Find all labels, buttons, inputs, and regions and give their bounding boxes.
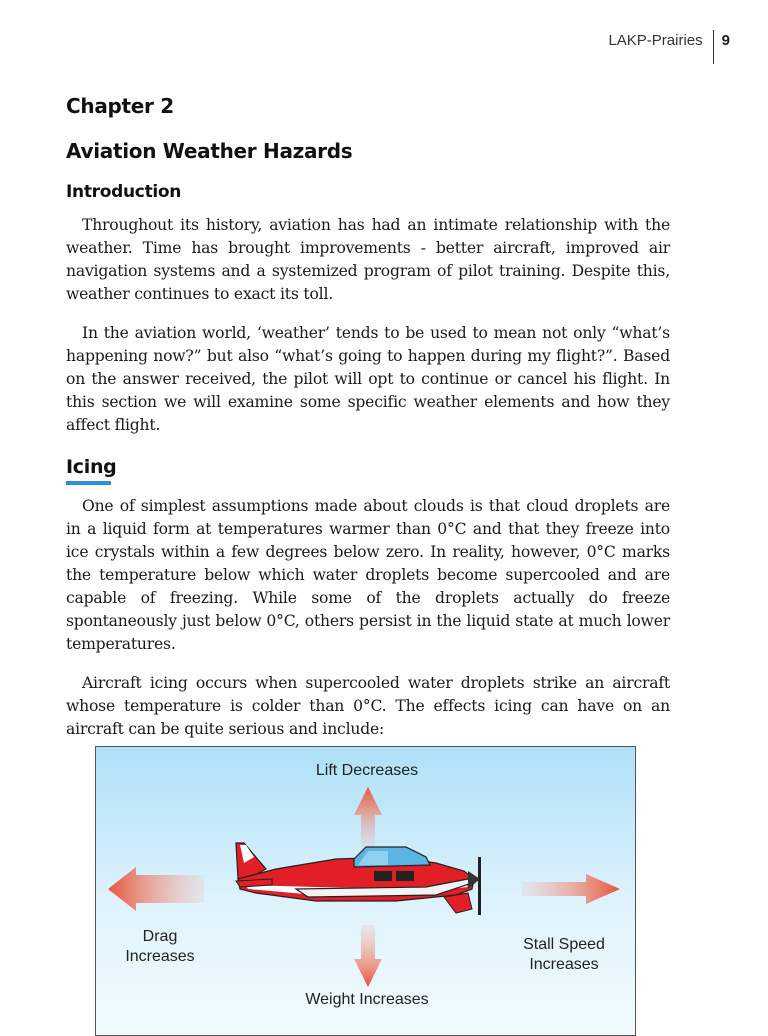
page-content bbox=[66, 88, 670, 741]
page-header bbox=[608, 30, 730, 64]
drag-label: Drag Increases bbox=[125, 928, 195, 965]
icing-heading: Icing bbox=[66, 456, 117, 478]
section-underline bbox=[66, 481, 111, 485]
icing-section-heading bbox=[66, 437, 670, 485]
page-number: 9 bbox=[721, 32, 730, 49]
chapter-title: Aviation Weather Hazards bbox=[66, 139, 353, 163]
airplane-icon bbox=[236, 843, 481, 915]
intro-heading: Introduction bbox=[66, 182, 182, 202]
running-title: LAKP-Prairies bbox=[608, 32, 703, 49]
weight-arrow bbox=[354, 925, 382, 987]
icing-effects-figure bbox=[95, 746, 636, 1036]
stall-speed-arrow bbox=[522, 874, 620, 904]
drag-arrow bbox=[108, 867, 204, 911]
intro-paragraph-2: In the aviation world, ‘weather’ tends to be used to mean not only “what’s happening now?” but also “what’s going to happen during my flight?”. Based on the answer received, the pilot will opt to continue or cancel his flight. In this section we will examine some specific weather elements and how they affect flight. bbox=[66, 324, 670, 434]
lift-label: Lift Decreases bbox=[315, 762, 419, 779]
intro-paragraph-1: Throughout its history, aviation has had an intimate relationship with the weather. Time has brought improvements - better aircraft, improved air navigation systems and a systemized program of pilot training. Despite this, weather continues to exact its toll. bbox=[66, 216, 670, 303]
chapter-label: Chapter 2 bbox=[66, 94, 174, 118]
weight-label: Weight Increases bbox=[305, 991, 429, 1008]
lift-arrow bbox=[354, 787, 382, 847]
icing-paragraph-1: One of simplest assumptions made about clouds is that cloud droplets are in a liquid form at temperatures warmer than 0°C and that they freeze into ice crystals within a few degrees below zero. In reality, however, 0°C marks the temperature below which water droplets become supercooled and are capable of freezing. While some of the droplets actually do freeze spontaneously just below 0°C, others persist in the liquid state at much lower temperatures. bbox=[66, 497, 670, 653]
icing-paragraph-2: Aircraft icing occurs when supercooled water droplets strike an aircraft whose temperature is colder than 0°C. The effects icing can have on an aircraft can be quite serious and include: bbox=[66, 674, 670, 738]
stall-speed-label: Stall Speed Increases bbox=[523, 936, 605, 973]
